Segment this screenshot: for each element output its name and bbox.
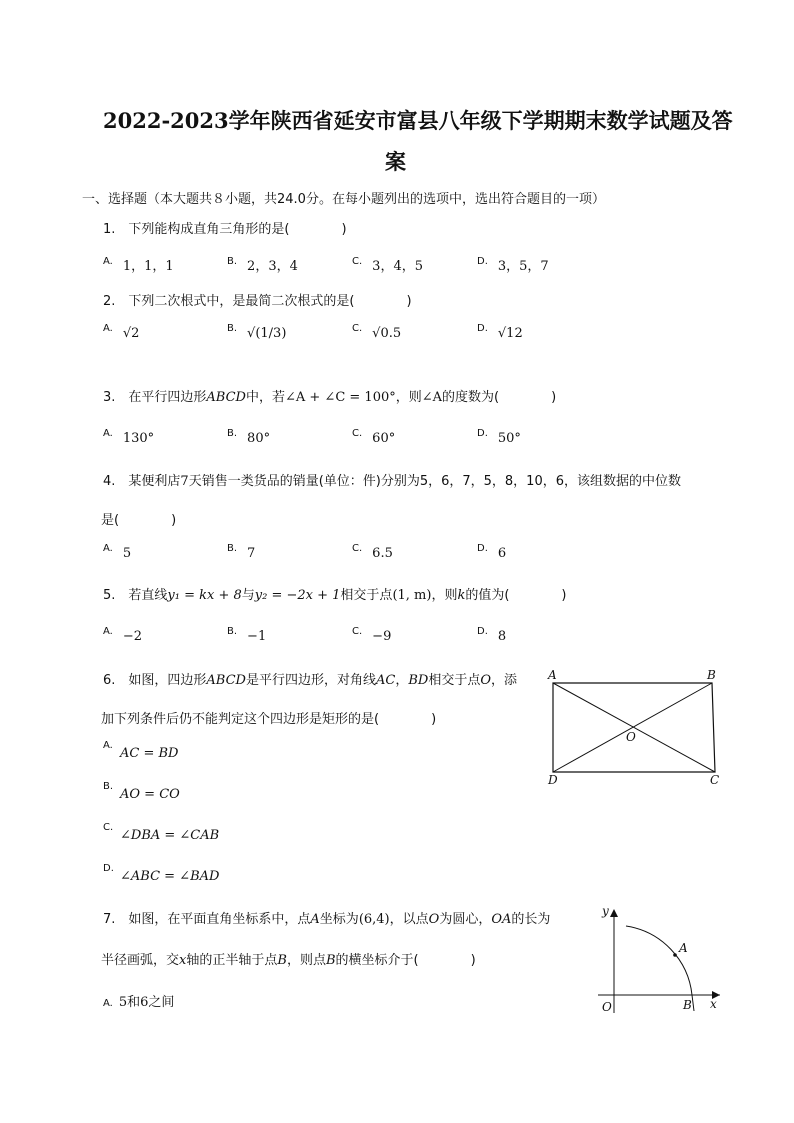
q4-stem-line1: 4. 某便利店7天销售一类货品的销量(单位：件)分别为5，6，7，5，8，10，6，该组数据的中位数: [103, 474, 681, 489]
point-label-b: B: [683, 998, 692, 1012]
q6-option-a-value: AC = BD: [120, 746, 179, 761]
q5-option-b: $^{B.}$ −1: [227, 626, 267, 644]
q4-option-d: $^{D.}$ 6: [477, 543, 507, 561]
q4-option-c: $^{C.}$ 6.5: [352, 543, 393, 561]
q4-stem-line2: 是( ): [101, 513, 177, 528]
axis-label-x: x: [710, 997, 717, 1011]
q6-stem-line1: 6. 如图，四边形ABCD是平行四边形，对角线AC，BD相交于点O，添: [103, 673, 518, 688]
q7-option-a: A. 5和6之间: [103, 995, 175, 1010]
q1-option-c: $^{C.}$ 3，4，5: [352, 256, 423, 274]
origin-label-o: O: [602, 1000, 612, 1014]
q3-stem: 3. 在平行四边形ABCD中，若∠A + ∠C = 100°，则∠A的度数为( ): [103, 390, 557, 405]
q2-stem: 2. 下列二次根式中，是最简二次根式的是( ): [103, 294, 412, 309]
point-label-a: A: [679, 941, 688, 955]
q2-option-d: $^{D.}$ √12: [477, 323, 523, 341]
q1-stem: 1. 下列能构成直角三角形的是( ): [103, 222, 347, 237]
q2-option-a: $^{A.}$ √2: [103, 323, 140, 341]
q3-option-b: $^{B.}$ 80°: [227, 428, 271, 446]
q4-option-a: $^{A.}$ 5: [103, 543, 132, 561]
q1-option-a: $^{A.}$ 1，1，1: [103, 256, 174, 274]
q2-option-c: $^{C.}$ √0.5: [352, 323, 402, 341]
vertex-label-a: A: [548, 668, 557, 682]
q3-option-c: $^{C.}$ 60°: [352, 428, 396, 446]
axis-label-y: y: [602, 904, 609, 918]
q5-option-c: $^{C.}$ −9: [352, 626, 392, 644]
q6-option-a: A.: [103, 740, 113, 751]
center-label-o: O: [626, 730, 636, 744]
q2-option-b: $^{B.}$ √(1/3): [227, 323, 287, 341]
page-title-line2: 案: [385, 149, 406, 174]
q5-option-a: $^{A.}$ −2: [103, 626, 143, 644]
q5-option-d: $^{D.}$ 8: [477, 626, 507, 644]
vertex-label-b: B: [707, 668, 716, 682]
q7-stem-line1: 7. 如图，在平面直角坐标系中，点A坐标为(6,4)，以点O为圆心，OA的长为: [103, 912, 551, 927]
q4-option-b: $^{B.}$ 7: [227, 543, 256, 561]
q6-option-c-value: ∠DBA = ∠CAB: [120, 828, 220, 843]
section-heading: 一、选择题（本大题共８小题，共24.0分。在每小题列出的选项中，选出符合题目的一项）: [82, 192, 605, 207]
q1-option-b: $^{B.}$ 2，3，4: [227, 256, 298, 274]
q3-option-a: $^{A.}$ 130°: [103, 428, 155, 446]
page-title-line1: 2022-2023学年陕西省延安市富县八年级下学期期末数学试题及答: [103, 108, 733, 133]
q7-stem-line2: 半径画弧，交x轴的正半轴于点B，则点B的横坐标介于( ): [101, 953, 476, 968]
q6-option-b-value: AO = CO: [120, 787, 180, 802]
q6-rectangle-figure: [540, 665, 730, 790]
q6-option-b: B.: [103, 781, 114, 792]
q1-option-d: $^{D.}$ 3，5，7: [477, 256, 549, 274]
q6-option-d: D.: [103, 863, 114, 874]
q7-coordinate-figure: [592, 903, 727, 1018]
q5-stem: 5. 若直线y₁ = kx + 8与y₂ = −2x + 1相交于点(1, m)，则k的值为( ): [103, 588, 567, 603]
point-a: [673, 953, 677, 957]
q6-stem-line2: 加下列条件后仍不能判定这个四边形是矩形的是( ): [101, 712, 437, 727]
vertex-label-d: D: [548, 773, 558, 787]
q6-option-c: C.: [103, 822, 114, 833]
q6-option-d-value: ∠ABC = ∠BAD: [120, 869, 220, 884]
y-axis-arrow-icon: [610, 909, 618, 917]
q3-option-d: $^{D.}$ 50°: [477, 428, 521, 446]
vertex-label-c: C: [710, 773, 720, 787]
